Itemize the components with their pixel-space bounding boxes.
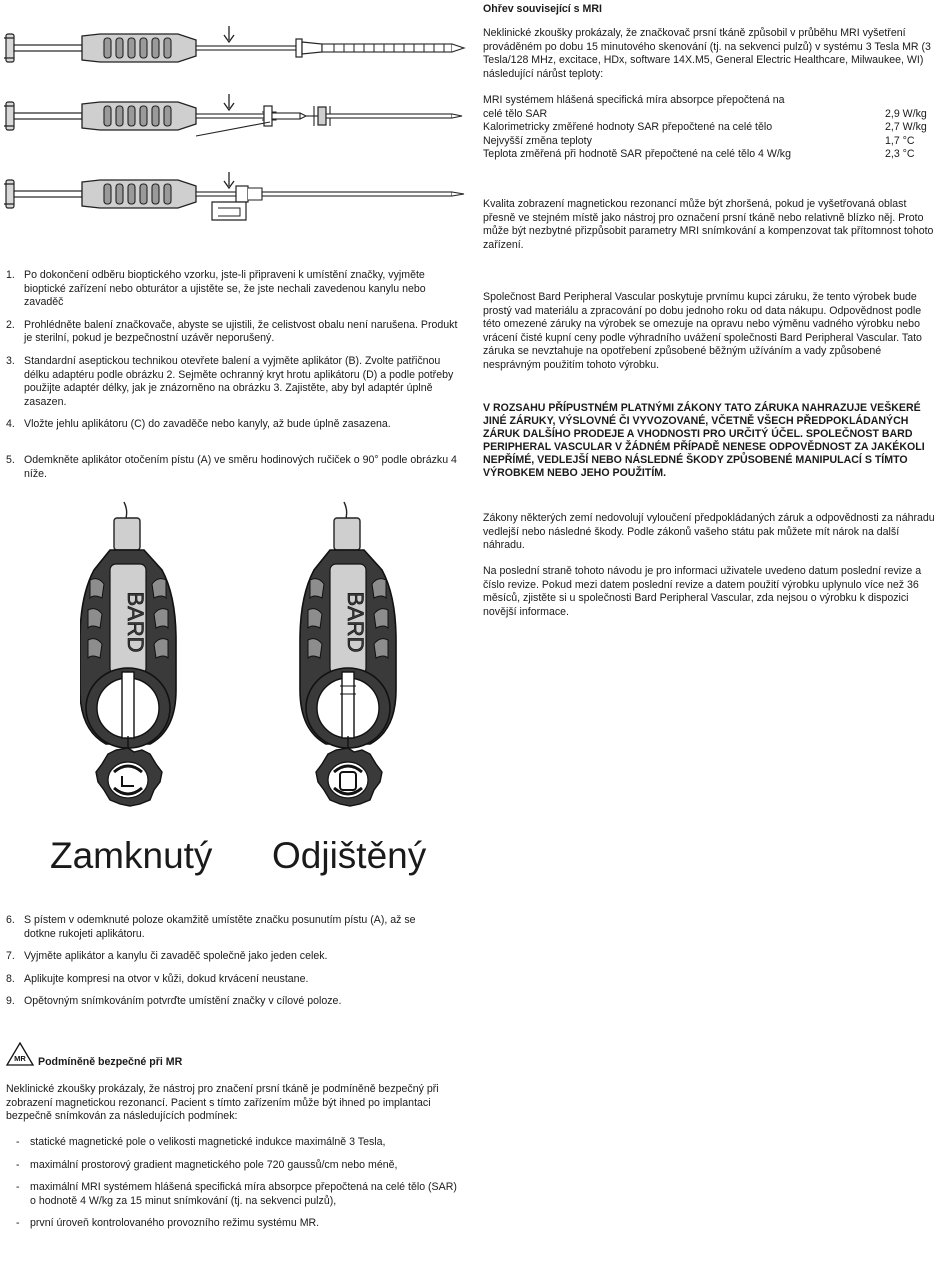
locked-handle bbox=[80, 502, 176, 806]
mr-conditions-list bbox=[6, 1136, 462, 1240]
sar-table bbox=[483, 94, 943, 162]
step-item: 1. Po dokončení odběru bioptického vzorku, jste-li připraveni k umístění značky, vyjměte bioptické zařízení nebo obturátor a ujistěte se, že jste nechali zavedenou kanylu nebo zavaděč bbox=[6, 269, 426, 309]
device-with-adapter-figure bbox=[4, 94, 462, 136]
step-item: 9. Opětovným snímkováním potvrďte umístění značky v cílové poloze. bbox=[6, 995, 342, 1008]
unlocked-caption: Odjištěný bbox=[272, 835, 427, 876]
step-item: 7. Vyjměte aplikátor a kanylu či zavaděč společně jako jeden celek. bbox=[6, 950, 328, 963]
step-item: 6. S pístem v odemknuté poloze okamžitě umístěte značku posunutím pístu (A), až se dotkne rukojeti aplikátoru. bbox=[6, 914, 416, 940]
image-quality-note: Kvalita zobrazení magnetickou rezonancí může být zhoršená, pokud je vyšetřovaná oblast přesně ve stejném místě jako nástroj pro označení prsní tkáně nebo relativně blízko něj. Proto může být nezbytné přizpůsobit parametry MRI snímkování a kompenzovat tak přítomnost tohoto zařízení. bbox=[483, 198, 934, 251]
locked-caption: Zamknutý bbox=[50, 835, 213, 876]
steps-list-2 bbox=[6, 914, 446, 1009]
mr-section-heading: Podmíněně bezpečné při MR bbox=[38, 1056, 183, 1068]
mr-conditional-icon bbox=[6, 1042, 34, 1066]
mri-heating-heading: Ohřev související s MRI bbox=[483, 3, 602, 15]
list-item: - maximální prostorový gradient magnetického pole 720 gaussů/cm nebo méně, bbox=[16, 1158, 398, 1171]
table-row: MRI systémem hlášená specifická míra absorpce přepočtená na celé tělo SAR 2,9 W/kg bbox=[483, 94, 927, 120]
list-item: - statické magnetické pole o velikosti magnetické indukce maximálně 3 Tesla, bbox=[16, 1136, 386, 1148]
list-item: - maximální MRI systémem hlášená specifická míra absorpce přepočtená na celé tělo (SAR) o hodnotě 4 W/kg za 15 minut snímkování (tj. na sekvenci pulzů), bbox=[16, 1181, 457, 1207]
mri-heating-intro: Neklinické zkoušky prokázaly, že značkovač prsní tkáně způsobil v průběhu MRI vyšetření prováděném po dobu 15 minutového skenování (tj. na sekvenci pulzů) v systému 3 Tesla MR (3 Tesla/128 MHz, excitace, HDx, software 14X.M5, General Electric Healthcare, Milwaukee, WI) následující nárůst teploty: bbox=[483, 27, 931, 80]
step-item: 2. Prohlédněte balení značkovače, abyste se ujistili, že celistvost obalu není narušena. Produkt je sterilní, pokud je bezpečnostní uzávěr neporušený. bbox=[6, 318, 458, 345]
unlocked-handle bbox=[300, 502, 396, 806]
warranty-local-law: Zákony některých zemí nedovolují vyloučení předpokládaných záruk a odpovědnosti za náhradu vedlejší nebo následné škody. Podle zákonů vašeho státu pak můžete mít nárok na další náhradu. bbox=[483, 512, 935, 552]
step-item: 4. Vložte jehlu aplikátoru (C) do zavaděče nebo kanyly, až bude úplně zasazena. bbox=[6, 418, 391, 431]
device-illustrations bbox=[0, 0, 470, 262]
list-item: - první úroveň kontrolovaného provozního režimu systému MR. bbox=[16, 1217, 320, 1230]
warranty-disclaimer: V ROZSAHU PŘÍPUSTNÉM PLATNÝMI ZÁKONY TATO ZÁRUKA NAHRAZUJE VEŠKERÉ JINÉ ZÁRUKY, VÝSLOVNÉ ČI VYVOZOVANÉ, VČETNĚ VŠECH PŘEDPOKLÁDANÝCH ZÁRUK DALŠÍHO PRODEJE A VHODNOSTI PRO URČITÝ ÚČEL. SPOLEČNOST BARD PERIPHERAL VASCULAR V ŽÁDNÉM PŘÍPADĚ NENESE ODPOVĚDNOST ZA JAKÉKOLI NEPŘÍMÉ, VEDLEJŠÍ NEBO NÁSLEDNÉ ŠKODY ZPŮSOBENÉ MANIPULACÍ S TÍMTO VÝROBKEM NEBO JEHO POUŽITÍM. bbox=[483, 402, 925, 479]
mr-intro: Neklinické zkoušky prokázaly, že nástroj pro značení prsní tkáně je podmíněně bezpečný při zobrazení magnetickou rezonancí. Pacient s tímto zařízením může být ihned po implantaci bezpečně snímkován za následujících podmínek: bbox=[6, 1083, 439, 1123]
device-with-cannula-figure bbox=[4, 172, 464, 220]
device-assembled-figure bbox=[4, 26, 464, 62]
step-item: 3. Standardní aseptickou technikou otevřete balení a vyjměte aplikátor (B). Zvolte patřičnou délku adaptéru podle obrázku 2. Sejměte ochranný kryt hrotu aplikátoru (D) a podle potřeby použijte adaptér délky, jak je znázorněno na obrázku 3. Zajistěte, aby byl adaptér úplně zasazen. bbox=[6, 354, 454, 408]
brand-text: BARD bbox=[123, 591, 148, 653]
svg-text:MR: MR bbox=[14, 1054, 26, 1063]
table-row: Nejvyšší změna teploty 1,7 °C bbox=[483, 134, 915, 147]
steps-list-1 bbox=[6, 269, 458, 481]
step-item: 5. Odemkněte aplikátor otočením pístu (A) ve směru hodinových ručiček o 90° podle obrázku 4 níže. bbox=[6, 453, 457, 480]
table-row: Teplota změřená při hodnotě SAR přepočtené na celé tělo 4 W/kg 2,3 °C bbox=[483, 148, 915, 161]
table-row: Kalorimetricky změřené hodnoty SAR přepočtené na celé tělo 2,7 W/kg bbox=[483, 121, 927, 134]
revision-info: Na poslední straně tohoto návodu je pro informaci uživatele uvedeno datum poslední revize a číslo revize. Pokud mezi datem poslední revize a datem použití výrobku uplynulo více než 36 měsíců, zjistěte si u společnosti Bard Peripheral Vascular, zda nejsou o výrobku k dispozici novější informace. bbox=[483, 565, 922, 618]
lock-state-figure bbox=[80, 500, 410, 820]
brand-text: BARD bbox=[343, 591, 368, 653]
warranty-paragraph: Společnost Bard Peripheral Vascular poskytuje prvnímu kupci záruku, že tento výrobek bude prostý vad materiálu a zpracování po dobu jednoho roku od data nákupu. Odpovědnost podle této omezené záruky na výrobek se omezuje na opravu nebo výměnu vadného výrobku nebo vrácení čisté kupní ceny podle výhradního uvážení společnosti Bard Peripheral Vascular. Tato záruka se nevztahuje na opotřebení způsobené běžným užíváním a vady způsobené nesprávným použitím tohoto výrobku. bbox=[483, 291, 922, 371]
step-item: 8. Aplikujte kompresi na otvor v kůži, dokud krvácení neustane. bbox=[6, 972, 309, 985]
